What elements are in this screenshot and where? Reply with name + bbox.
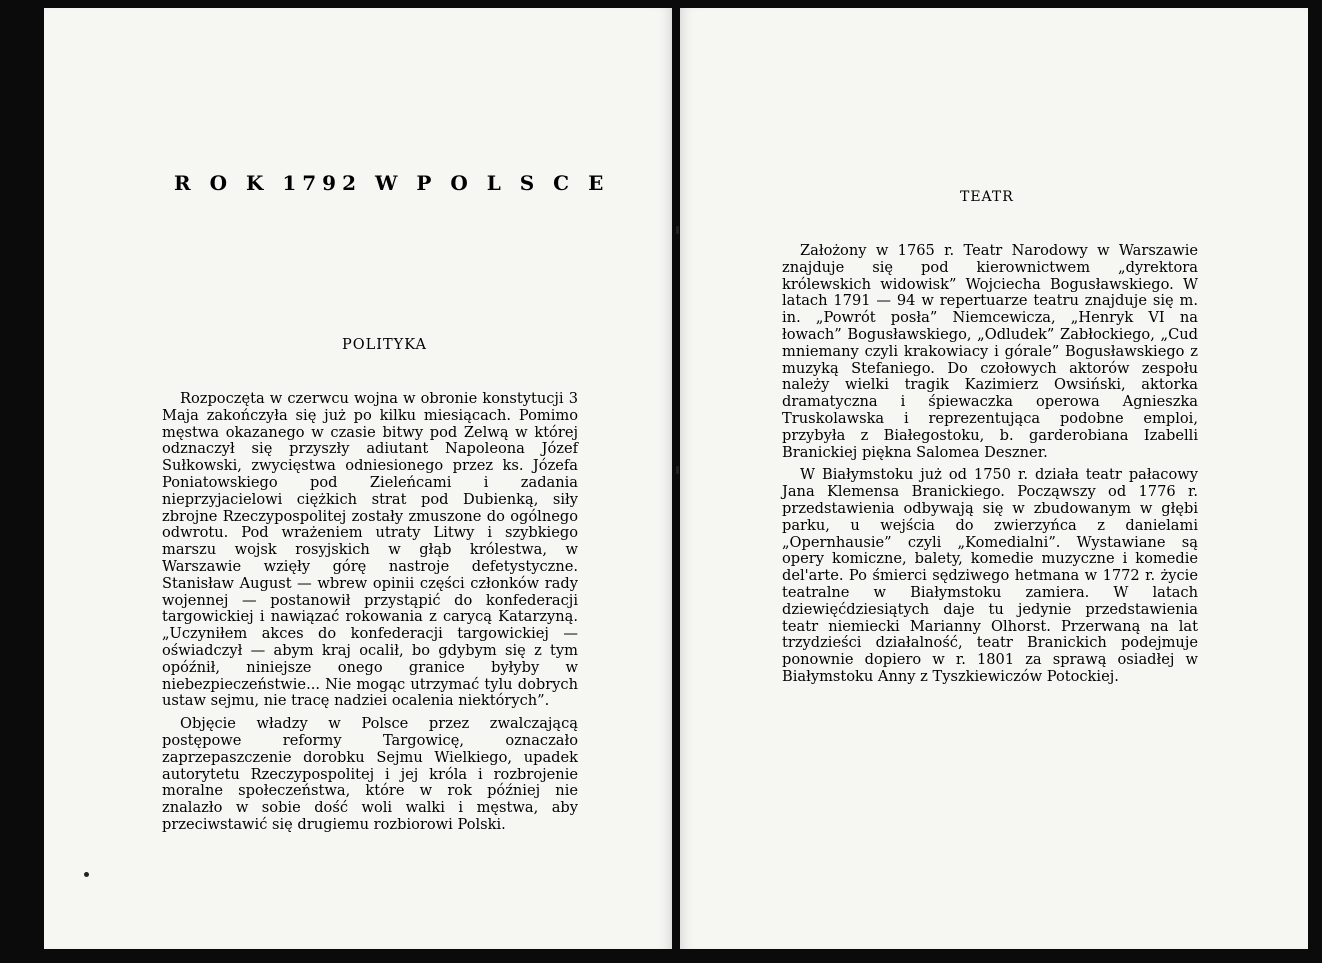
book-gutter	[672, 0, 680, 963]
paragraph: Rozpoczęta w czerwcu wojna w obronie konstytucji 3 Maja zakończyła się już po kilku miesiącach. Pomimo męstwa okazanego w czasie bitwy pod Zelwą w której odznaczył się przyszły adiutant Napoleona Józef Sułkowski, zwycięstwa odniesionego przez ks. Józefa Poniatowskiego pod Zieleńcami i zadania nieprzyjacielowi ciężkich strat pod Dubienką, siły zbrojne Rzeczypospolitej zostały zmuszone do ogólnego odwrotu. Pod wrażeniem utraty Litwy i szybkiego marszu wojsk rosyjskich w głąb królestwa, w Warszawie wzięły górę nastroje defetystyczne. Stanisław August — wbrew opinii części członków rady wojennej — postanowił przystąpić do konfederacji targowickiej i nawiązać rokowania z carycą Katarzyną. „Uczyniłem akces do konfederacji targowickiej — oświadczył — abym kraj ocalił, bo gdybym się z tym opóźnił, niniejsze onego granice byłyby w niebezpieczeństwie... Nie mogąc utrzymać tylu dobrych ustaw sejmu, nie tracę nadziei ocalenia niektórych”.	[162, 390, 578, 710]
paragraph: Założony w 1765 r. Teatr Narodowy w Warszawie znajduje się pod kierownictwem „dyrektora królewskich widowisk” Wojciecha Bogusławskiego. W latach 1791 — 94 w repertuarze teatru znajduje się m. in. „Powrót posła” Niemcewicza, „Henryk VI na łowach” Bogusławskiego, „Odludek” Zabłockiego, „Cud mniemany czyli krakowiacy i górale” Bogusławskiego z muzyką Stefaniego. Do czołowych aktorów zespołu należy wielki tragik Kazimierz Owsiński, aktorka dramatyczna i śpiewaczka operowa Agnieszka Truskolawska i reprezentująca podobne emploi, przybyła z Białegostoku, b. garderobiana Izabelli Branickiej piękna Salomea Deszner.	[782, 242, 1198, 461]
paragraph: Objęcie władzy w Polsce przez zwalczającą postępowe reformy Targowicę, oznaczało zaprzepaszczenie dorobku Sejmu Wielkiego, upadek autorytetu Rzeczypospolitej i jej króla i rozbrojenie moralne społeczeństwa, które w rok później nie znalazło w sobie dość woli walki i męstwa, aby przeciwstawić się drugiemu rozbiorowi Polski.	[162, 715, 578, 833]
right-page-body	[782, 243, 1198, 692]
section-heading-teatr: TEATR	[960, 189, 1014, 205]
binding-mark	[676, 226, 679, 234]
left-page-body	[162, 391, 578, 840]
section-heading-polityka: POLITYKA	[342, 337, 427, 353]
ink-speck	[84, 872, 89, 877]
page-title: R O K 1792 W P O L S C E	[174, 171, 610, 195]
binding-mark	[676, 466, 679, 474]
paragraph: W Białymstoku już od 1750 r. działa teatr pałacowy Jana Klemensa Branickiego. Począwszy od 1776 r. przedstawienia odbywają się w zbudowanym w głębi parku, u wejścia do zwierzyńca z danielami „Opernhausie” czyli „Komedialni”. Wystawiane są opery komiczne, balety, komedie muzyczne i komedie del'arte. Po śmierci sędziwego hetmana w 1772 r. życie teatralne w Białymstoku zamiera. W latach dziewięćdziesiątych daje tu jedynie przedstawienia teatr niemiecki Marianny Olhorst. Przerwaną na lat trzydzieści działalność, teatr Branickich podejmuje ponownie dopiero w r. 1801 za sprawą osiadłej w Białymstoku Anny z Tyszkiewiczów Potockiej.	[782, 466, 1198, 685]
